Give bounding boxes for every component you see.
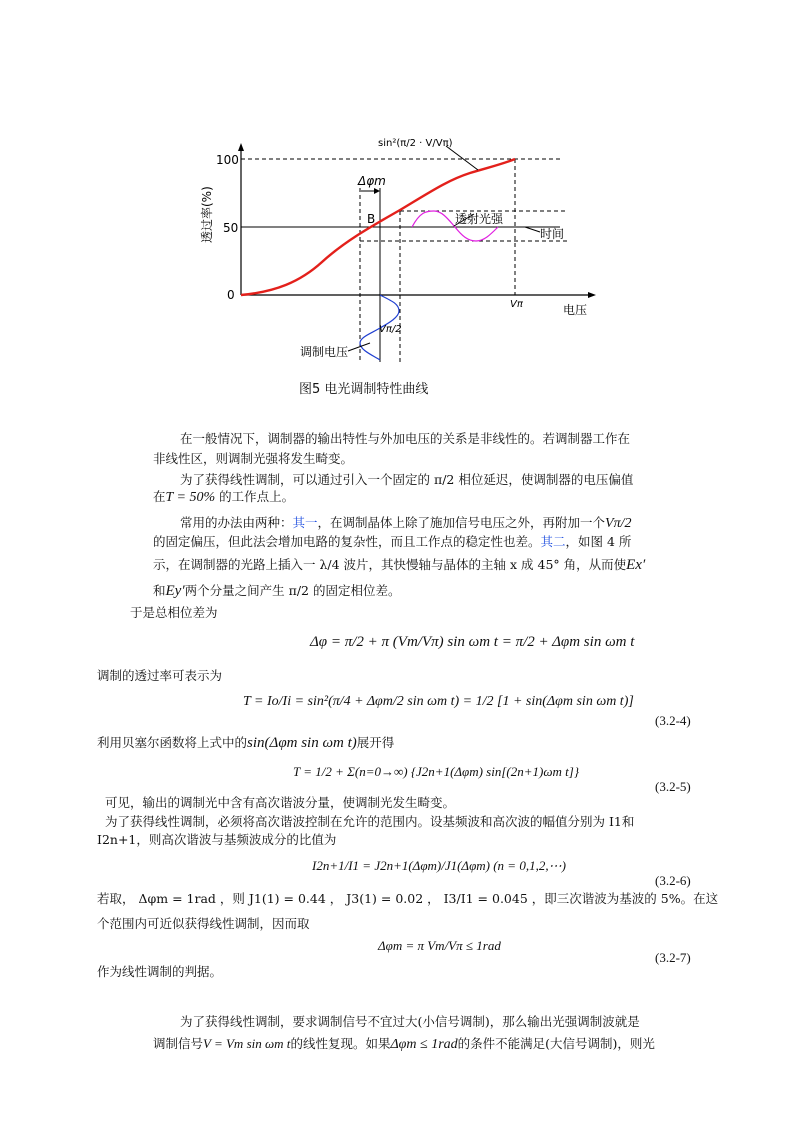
y-axis-label: 透过率(%) [200,186,214,243]
p3-ex: Ex′ [626,557,646,573]
p6-eq: sin(Δφm sin ωm t) [247,735,357,751]
p5: 调制的透过率可表示为 [97,668,223,683]
p3-l2a: 的固定偏压，但此法会增加电路的复杂性，而且工作点的稳定性也差。 [153,534,541,549]
p3-first: 其一 [292,515,318,530]
p3-l1a: 常用的办法由两种： [180,515,293,530]
equation-2: T = Io/Ii = sin²(π/4 + Δφm/2 sin ωm t) = 1/2 [1 + sin(Δφm sin ωm t)] [243,694,634,709]
p10: 作为线性调制的判据。 [97,964,223,979]
p6 [97,735,394,751]
p2-line1: 为了获得线性调制，可以通过引入一个固定的 π/2 相位延迟，使调制器的电压偏值 [180,472,634,487]
p2-t-eq: T = 50% [165,490,216,505]
p9-line2: 个范围内可近似获得线性调制，因而取 [97,916,310,931]
p3-line3 [153,557,645,573]
mod-voltage-label: 调制电压 [300,345,349,359]
p6-a: 利用贝塞尔函数将上式中的 [97,735,248,750]
y-tick-100: 100 [216,153,239,167]
p3-line1 [180,515,632,532]
sin-leader [446,146,478,170]
equation-5-number: (3.2-7) [655,950,691,965]
p6-b: 展开得 [356,735,395,750]
p7: 可见，输出的调制光中含有高次谐波分量，使调制光发生畸变。 [105,795,456,810]
p11-l2b: 的线性复现。如果 [290,1036,391,1051]
time-label: 时间 [540,227,565,241]
p3-vpi2: Vπ/2 [605,516,632,531]
p2-line2-a: 在 [153,489,166,504]
p2-line2 [153,489,294,506]
p1-line2: 非线性区，则调制光强将发生畸变。 [153,451,354,466]
p11-line1: 为了获得线性调制，要求调制信号不宜过大(小信号调制)，那么输出光强调制波就是 [180,1014,640,1029]
y-tick-0: 0 [227,288,235,302]
p9-line1: 若取， Δφm = 1rad ，则 J1(1) = 0.44 ， J3(1) = 0.02 ， I3/I1 = 0.045 ，即三次谐波为基波的 5%。在这 [97,891,719,906]
p11-l2a: 调制信号 [153,1036,204,1051]
vpi2-label: Vπ/2 [379,324,402,335]
p11-line2 [153,1036,655,1053]
x-axis-arrow [588,292,596,298]
p11-eq2: Δφm ≤ 1rad [390,1037,458,1052]
p3-l3a: 示，在调制器的光路上插入一 λ/4 波片，其快慢轴与晶体的主轴 x 成 45° 角，从而使 [153,557,627,572]
mod-voltage-leader [348,343,370,351]
equation-3-number: (3.2-5) [655,779,691,794]
p4: 于是总相位差为 [130,605,218,620]
equation-4: I2n+1/I1 = J2n+1(Δφm)/J1(Δφm) (n = 0,1,2,⋯) [312,858,566,873]
figure-caption: 图5 电光调制特性曲线 [299,382,429,397]
equation-5: Δφm = π Vm/Vπ ≤ 1rad [378,938,501,953]
p3-ey: Ey′ [165,583,185,599]
delta-phi-label: Δφm [358,174,386,188]
delta-phi-arrowhead [374,188,380,194]
p3-second: 其二 [540,534,566,549]
p3-line4 [153,583,400,599]
p3-l4a: 和 [153,583,166,598]
p3-l1b: ，在调制晶体上除了施加信号电压之外，再附加一个 [317,515,606,530]
time-leader [525,227,540,232]
modulation-characteristic-figure [0,0,793,380]
p8-line2: I2n+1，则高次谐波与基频波成分的比值为 [97,832,337,847]
equation-2-number: (3.2-4) [655,713,691,728]
equation-3: T = 1/2 + Σ(n=0→∞) {J2n+1(Δφm) sin[(2n+1)ωm t]} [293,764,580,779]
p3-l2b: ，如图 4 所 [565,534,632,549]
p11-eq: V = Vm sin ωm t [203,1036,291,1051]
y-tick-50: 50 [223,221,239,235]
equation-1: Δφ = π/2 + π (Vm/Vπ) sin ωm t = π/2 + Δφm sin ωm t [310,634,635,650]
p8-line1: 为了获得线性调制，必须将高次谐波控制在允许的范围内。设基频波和高次波的幅值分别为 I1和 [105,814,635,829]
sin-label: sin²(π/2 · V/Vπ) [378,138,453,149]
vpi-label: Vπ [510,299,523,310]
transmitted-label: 透射光强 [455,212,504,226]
equation-4-number: (3.2-6) [655,873,691,888]
y-axis-arrow [238,143,244,151]
p11-l2c: 的条件不能满足(大信号调制)，则光 [457,1036,655,1051]
p2-line2-b: 的工作点上。 [215,489,295,504]
p1-line1: 在一般情况下，调制器的输出特性与外加电压的关系是非线性的。若调制器工作在 [180,431,631,446]
point-b: B [367,212,376,226]
p3-l4b: 两个分量之间产生 π/2 的固定相位差。 [184,583,401,598]
x-axis-label: 电压 [563,303,588,317]
p3-line2 [153,534,631,550]
